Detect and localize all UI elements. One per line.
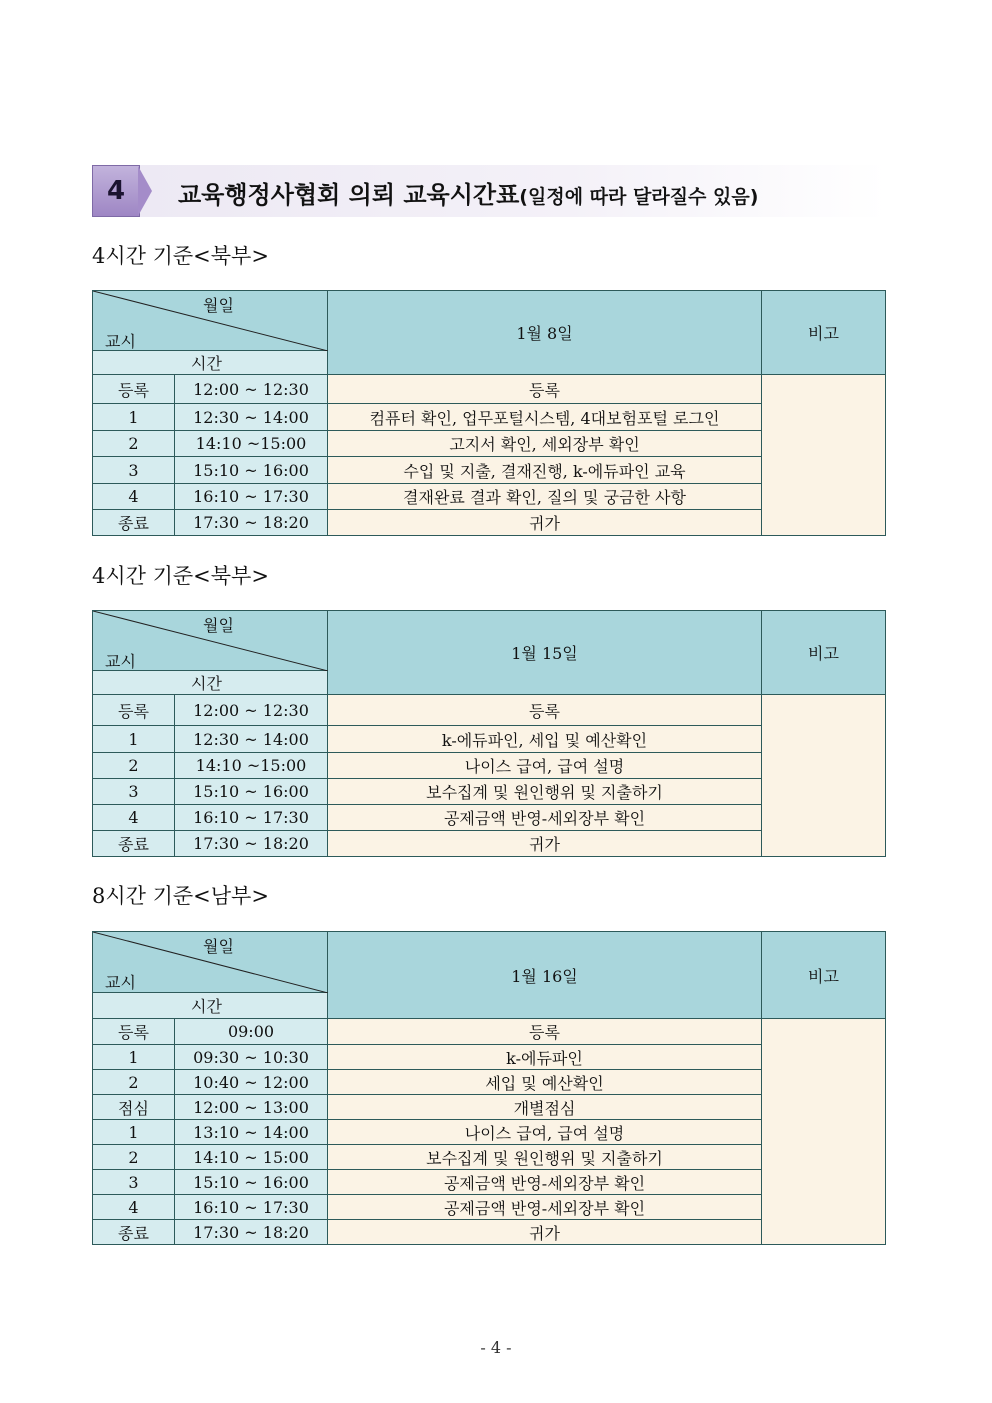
period-cell: 3	[93, 779, 175, 805]
period-cell: 4	[93, 484, 175, 510]
month-day-label: 월일	[203, 616, 234, 635]
content-cell: k-에듀파인, 세입 및 예산확인	[328, 726, 762, 753]
time-cell: 16:10 ~ 17:30	[175, 484, 328, 510]
time-label: 시간	[93, 993, 328, 1019]
period-cell: 종료	[93, 510, 175, 536]
content-cell: 결재완료 결과 확인, 질의 및 궁금한 사항	[328, 484, 762, 510]
schedule-3-title: 8시간 기준<남부>	[92, 884, 269, 908]
content-cell: k-에듀파인	[328, 1045, 762, 1070]
content-cell: 등록	[328, 1019, 762, 1045]
content-cell: 등록	[328, 695, 762, 726]
month-day-label: 월일	[203, 937, 234, 956]
time-cell: 15:10 ~ 16:00	[175, 1170, 328, 1195]
period-cell: 1	[93, 726, 175, 753]
content-cell: 공제금액 반영-세외장부 확인	[328, 805, 762, 831]
schedule-table-2	[92, 610, 886, 857]
time-cell: 09:00	[175, 1019, 328, 1045]
period-label: 교시	[105, 973, 136, 992]
period-cell: 1	[93, 404, 175, 431]
period-cell: 2	[93, 431, 175, 457]
period-cell: 1	[93, 1045, 175, 1070]
period-cell: 3	[93, 1170, 175, 1195]
time-cell: 12:00 ~ 13:00	[175, 1095, 328, 1120]
content-cell: 고지서 확인, 세외장부 확인	[328, 431, 762, 457]
content-cell: 보수집계 및 원인행위 및 지출하기	[328, 779, 762, 805]
period-cell: 등록	[93, 1019, 175, 1045]
corner-header	[93, 291, 328, 351]
time-cell: 12:00 ~ 12:30	[175, 375, 328, 404]
header-subtitle: (일정에 따라 달라질수 있음)	[519, 186, 759, 208]
schedule-2-title: 4시간 기준<북부>	[92, 564, 269, 588]
time-cell: 10:40 ~ 12:00	[175, 1070, 328, 1095]
period-label: 교시	[105, 332, 136, 351]
period-cell: 등록	[93, 375, 175, 404]
schedule-table-3	[92, 931, 886, 1245]
content-cell: 공제금액 반영-세외장부 확인	[328, 1195, 762, 1220]
time-cell: 17:30 ~ 18:20	[175, 510, 328, 536]
content-cell: 보수집계 및 원인행위 및 지출하기	[328, 1145, 762, 1170]
period-cell: 4	[93, 805, 175, 831]
section-title	[178, 175, 758, 210]
period-cell: 4	[93, 1195, 175, 1220]
content-cell: 컴퓨터 확인, 업무포털시스템, 4대보험포털 로그인	[328, 404, 762, 431]
section-number-badge: 4	[92, 165, 140, 217]
time-cell: 14:10 ~ 15:00	[175, 1145, 328, 1170]
content-cell: 귀가	[328, 1220, 762, 1245]
time-cell: 15:10 ~ 16:00	[175, 779, 328, 805]
time-cell: 14:10 ~15:00	[175, 753, 328, 779]
time-cell: 12:30 ~ 14:00	[175, 404, 328, 431]
content-cell: 나이스 급여, 급여 설명	[328, 753, 762, 779]
time-cell: 14:10 ~15:00	[175, 431, 328, 457]
date-header: 1월 8일	[328, 291, 762, 375]
section-header	[92, 165, 887, 217]
period-cell: 2	[93, 753, 175, 779]
table-row	[93, 1019, 886, 1045]
content-cell: 세입 및 예산확인	[328, 1070, 762, 1095]
date-header: 1월 15일	[328, 611, 762, 695]
time-cell: 17:30 ~ 18:20	[175, 831, 328, 857]
period-cell: 점심	[93, 1095, 175, 1120]
date-header: 1월 16일	[328, 932, 762, 1019]
time-cell: 17:30 ~ 18:20	[175, 1220, 328, 1245]
period-cell: 2	[93, 1070, 175, 1095]
remarks-cell	[762, 1019, 886, 1245]
remarks-cell	[762, 695, 886, 857]
content-cell: 개별점심	[328, 1095, 762, 1120]
page-number: - 4 -	[480, 1338, 512, 1357]
period-cell: 3	[93, 457, 175, 484]
chevron-right-icon	[138, 166, 152, 216]
period-cell: 1	[93, 1120, 175, 1145]
corner-header	[93, 932, 328, 993]
corner-header	[93, 611, 328, 671]
period-cell: 종료	[93, 1220, 175, 1245]
time-cell: 16:10 ~ 17:30	[175, 805, 328, 831]
period-cell: 종료	[93, 831, 175, 857]
time-label: 시간	[93, 351, 328, 375]
period-cell: 2	[93, 1145, 175, 1170]
time-cell: 16:10 ~ 17:30	[175, 1195, 328, 1220]
content-cell: 공제금액 반영-세외장부 확인	[328, 1170, 762, 1195]
remarks-cell	[762, 375, 886, 536]
remarks-header: 비고	[762, 932, 886, 1019]
content-cell: 귀가	[328, 510, 762, 536]
header-title-text: 교육행정사협회 의뢰 교육시간표	[178, 181, 520, 209]
table-row	[93, 695, 886, 726]
time-cell: 15:10 ~ 16:00	[175, 457, 328, 484]
month-day-label: 월일	[203, 296, 234, 315]
time-label: 시간	[93, 671, 328, 695]
content-cell: 수입 및 지출, 결재진행, k-에듀파인 교육	[328, 457, 762, 484]
table-row	[93, 375, 886, 404]
remarks-header: 비고	[762, 291, 886, 375]
content-cell: 등록	[328, 375, 762, 404]
time-cell: 12:30 ~ 14:00	[175, 726, 328, 753]
time-cell: 12:00 ~ 12:30	[175, 695, 328, 726]
time-cell: 13:10 ~ 14:00	[175, 1120, 328, 1145]
content-cell: 나이스 급여, 급여 설명	[328, 1120, 762, 1145]
schedule-table-1	[92, 290, 886, 536]
period-label: 교시	[105, 652, 136, 671]
content-cell: 귀가	[328, 831, 762, 857]
remarks-header: 비고	[762, 611, 886, 695]
time-cell: 09:30 ~ 10:30	[175, 1045, 328, 1070]
period-cell: 등록	[93, 695, 175, 726]
schedule-1-title: 4시간 기준<북부>	[92, 244, 269, 268]
